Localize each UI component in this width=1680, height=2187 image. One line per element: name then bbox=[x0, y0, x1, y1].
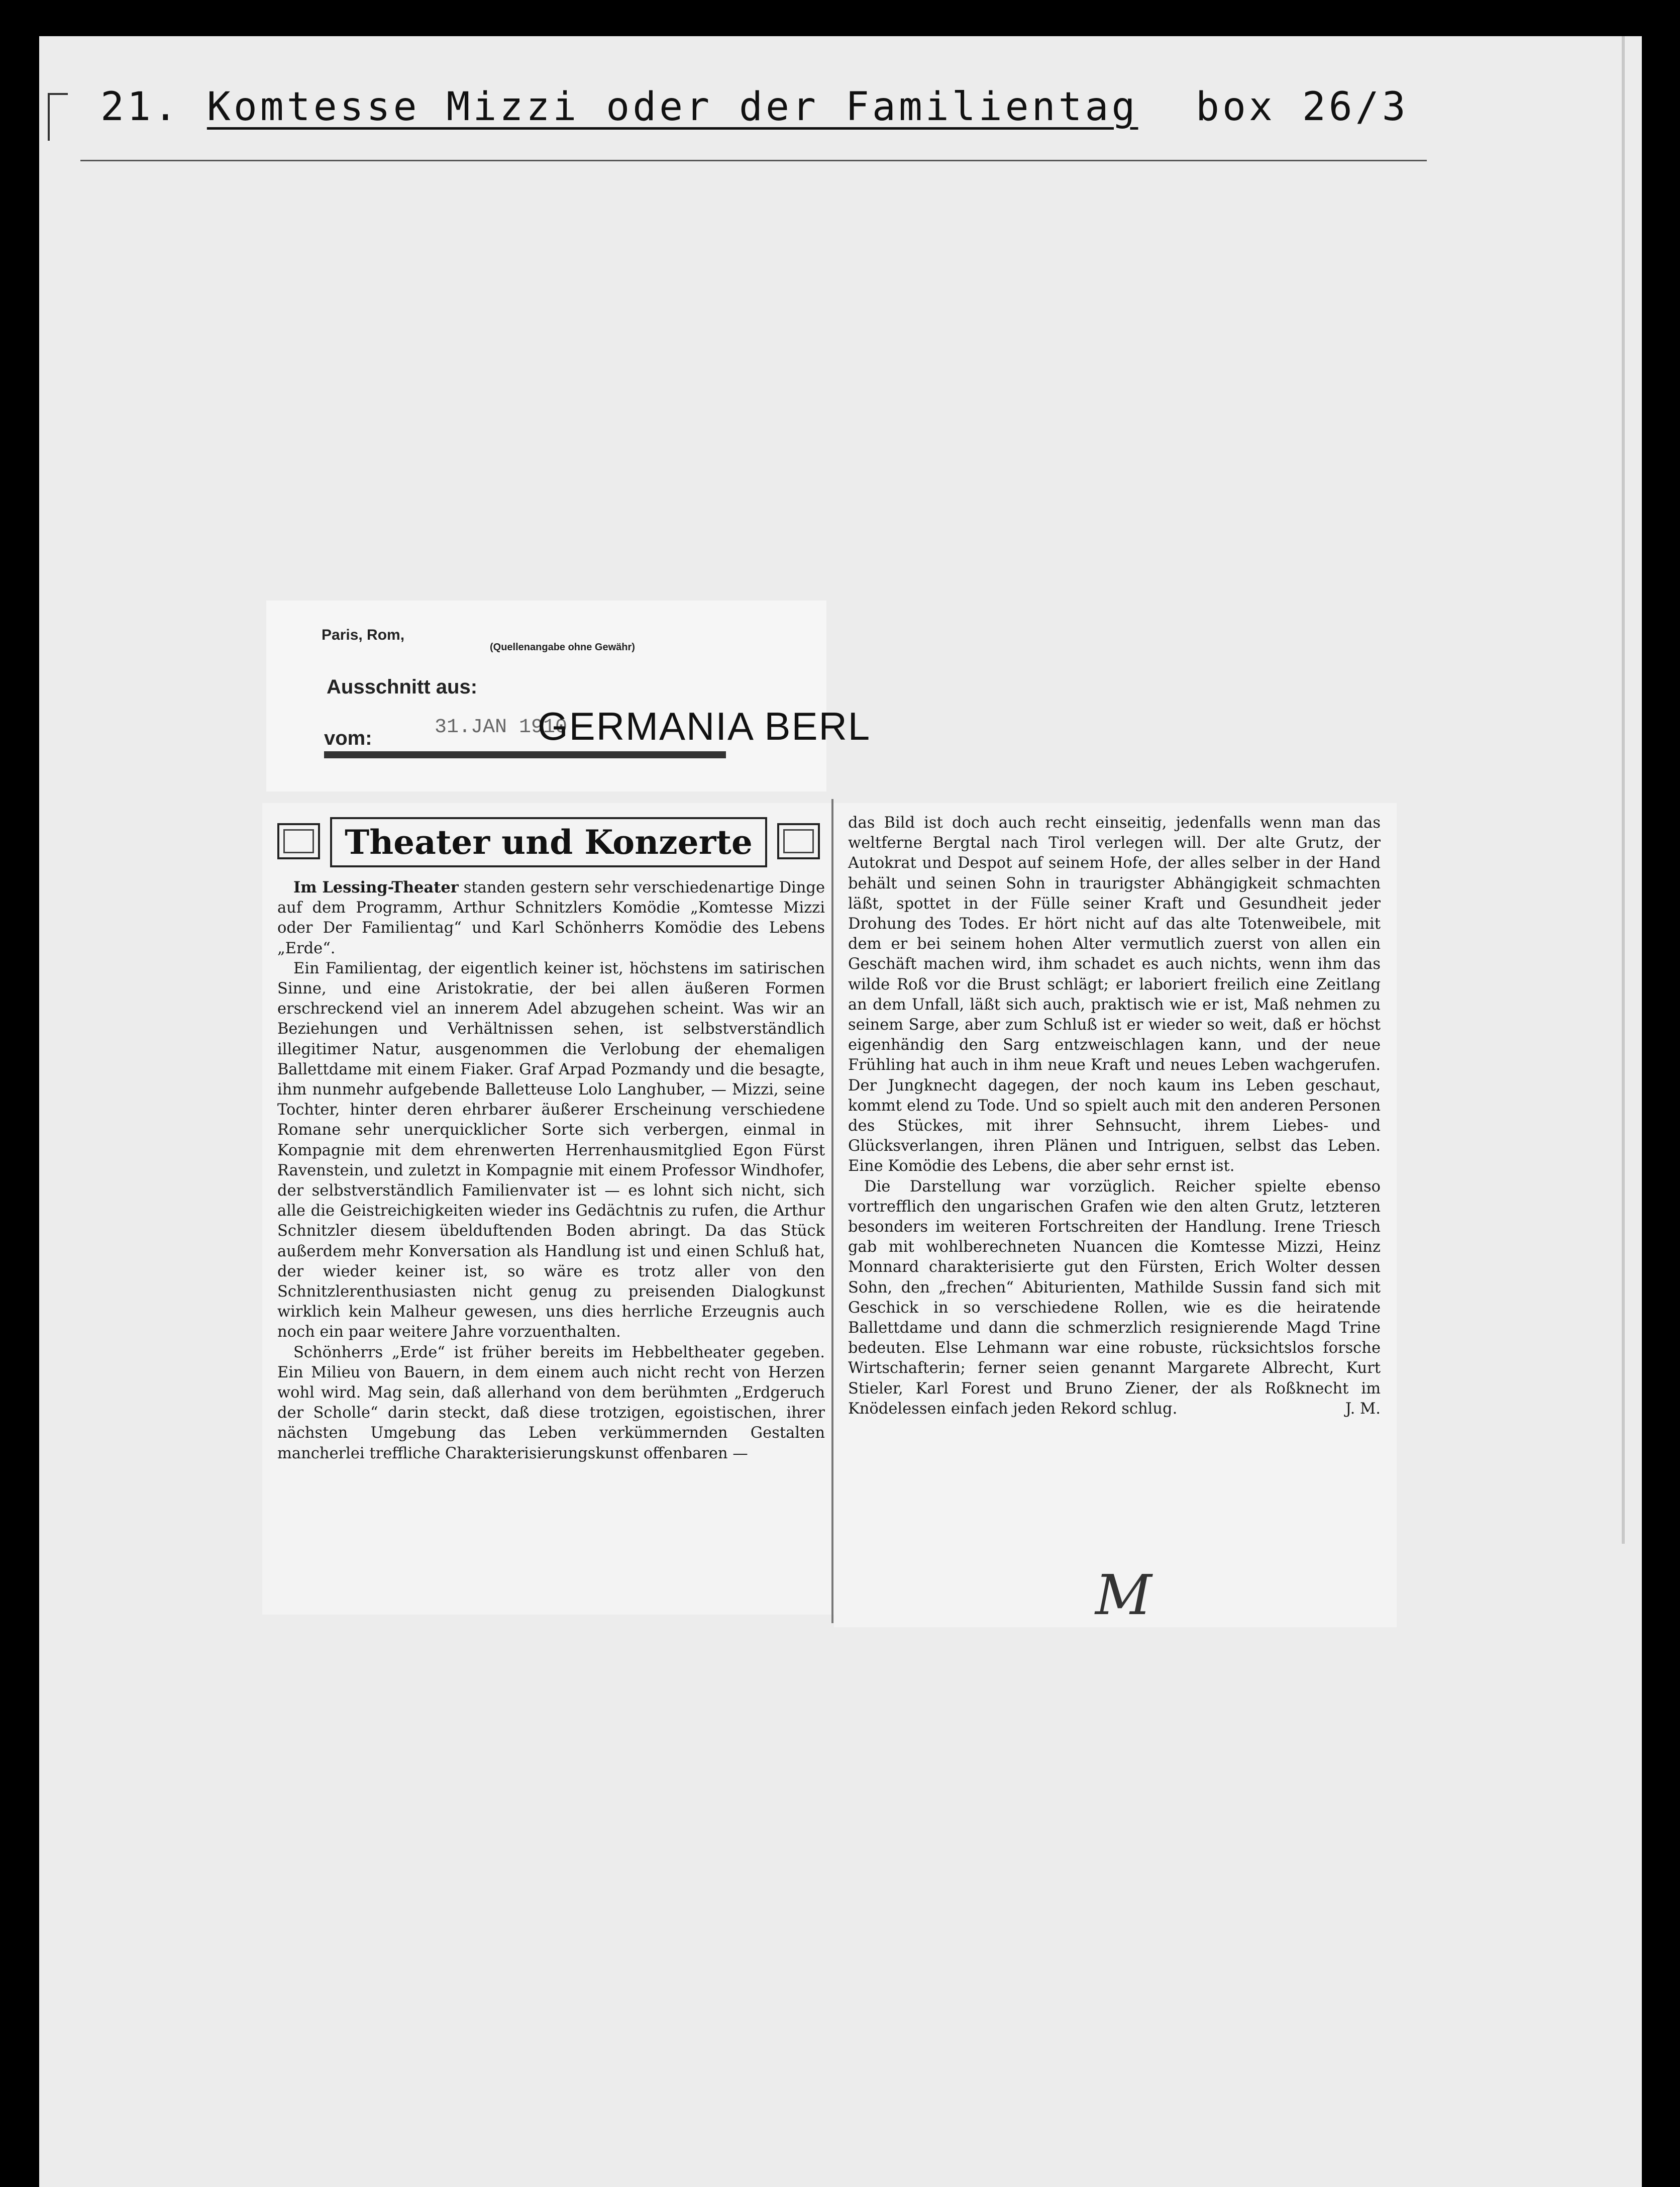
heading-band bbox=[277, 817, 820, 867]
item-number: 21. bbox=[100, 84, 180, 130]
corner-mark-top bbox=[48, 93, 68, 95]
paragraph: Die Darstellung war vorzüglich. Reicher spielte ebenso vortrefflich den ungarischen Grafen wie den alten Grutz, letzteren besonders im weiteren Fortschreiten der Handlung. Irene Triesch gab mit wohlberechneten Nuancen die Komtesse Mizzi, Heinz Monnard charakterisierte gut den Fürsten, Erich Wolter dessen Sohn, den „frechen“ Abiturienten, Mathilde Sussin fand sich mit Geschick in so verschiedene Rollen, wie es die heiratende Ballettdame und dann die schmerzlich resignierende Magd Trine bedeuten. Else Lehmann war eine robuste, rücksichtslos forsche Wirtschafterin; ferner seien genannt Margarete Albrecht, Kurt Stieler, Karl Forest und Bruno Ziener, der als Roßknecht im Knödelessen einfach jeden Rekord schlug. bbox=[848, 1177, 1381, 1418]
heading-ornament-left bbox=[277, 823, 320, 859]
header-rule bbox=[80, 160, 1427, 161]
slip-bar bbox=[324, 751, 726, 758]
box-label: box 26/3 bbox=[1196, 84, 1409, 130]
signature: J. M. bbox=[1345, 1400, 1381, 1418]
slip-clipping-label: Ausschnitt aus: bbox=[327, 676, 478, 698]
pencil-mark: M bbox=[1095, 1563, 1152, 1627]
article-heading: Theater und Konzerte bbox=[345, 823, 753, 862]
paragraph: Ein Familientag, der eigentlich keiner ist, höchstens im satirischen Sinne, und eine Aristokratie, der bei allen äußeren Formen erschreckend viel an innerem Adel abzugehen scheint. Was wir an Beziehungen und Verhältnissen sehen, ist selbstverständlich illegitimer Natur, ausgenommen die Verlobung der ehemaligen Ballettdame mit einem Fiaker. Graf Arpad Pozmandy und die besagte, ihm nunmehr aufgebende Balletteuse Lolo Langhuber, — Mizzi, seine Tochter, hinter deren ehrbarer äußerer Erscheinung verschiedene Romane sehr unerquicklicher Sorte sich verbergen, einmal in Kompagnie mit dem ehrenwerten Herrenhausmitglied Egon Fürst Ravenstein, und zuletzt in Kompagnie mit einem Professor Windhofer, der selbstverständlich Familienvater ist — es lohnt sich nicht, sich alle die Geistreichigkeiten wieder ins Gedächtnis zu rufen, die Arthur Schnitzler diesem übelduftenden Boden abringt. Da das Stück außerdem mehr Konversation als Handlung ist und einen Schluß hat, der wieder keiner ist, so wäre es trotz aller von den Schnitzlerenthusiasten nicht genug zu preisenden Dialogkunst wirklich kein Malheur gewesen, uns dies herrliche Erzeugnis auch noch ein paar weitere Jahre vorzuenthalten. bbox=[277, 959, 825, 1341]
column-divider bbox=[831, 799, 833, 1623]
paragraph: das Bild ist doch auch recht einseitig, jedenfalls wenn man das weltferne Bergtal nach Tirol verlegen will. Der alte Grutz, der Autokrat und Despot auf seinem Hofe, der alles selber in der Hand behält und seinen Sohn in traurigster Abhängigkeit schmachten läßt, spottet in der Fülle seiner Kraft und Gesundheit jeder Drohung des Todes. Er hört nicht auf das alte Totenweibele, mit dem er bei seinem hohen Alter vermutlich zuerst von allen ein Geschäft machen wird, ihm schadet es auch nichts, wenn ihm das wilde Roß vor die Brust schlägt; er laboriert freilich eine Zeitlang an dem Unfall, läßt sich auch, praktisch wie er ist, Maß nehmen zu seinem Sarge, aber zum Schluß ist er wieder so weit, daß er höchst eigenhändig den Sarg entzweischlagen kann, und der neue Frühling hat auch in ihm neue Kraft und neues Leben wachgerufen. Der Jungknecht dagegen, der noch kaum ins Leben geschaut, kommt elend zu Tode. Und so spielt auch mit den anderen Personen des Stückes, mit ihrer Sehnsucht, ihrem Liebes- und Glücksverlangen, ihren Plänen und Intriguen, selbst das Leben. Eine Komödie des Lebens, die aber sehr ernst ist. bbox=[848, 814, 1381, 1175]
heading-ornament-right bbox=[777, 823, 820, 859]
slip-date: 31.JAN 1910 bbox=[435, 716, 568, 739]
work-title: Komtesse Mizzi oder der Familientag bbox=[206, 84, 1138, 130]
clipping-left-column bbox=[262, 803, 834, 1615]
header-title-line bbox=[100, 84, 1138, 130]
right-column-text bbox=[848, 813, 1381, 1419]
slip-cities: Paris, Rom, bbox=[322, 627, 405, 643]
paragraph: Schönherrs „Erde“ ist früher bereits im Hebbeltheater gegeben. Ein Milieu von Bauern, in dem einem auch nicht recht von Herzen wohl wird. Mag sein, daß allerhand von dem berühmten „Erdgeruch der Scholle“ darin steckt, daß diese trotzigen, egoistischen, ihrer nächsten Umgebung das Leben verkümmernden Gestalten mancherlei treffliche Charakterisierungskunst offenbaren — bbox=[277, 1343, 825, 1462]
paragraph bbox=[277, 877, 825, 959]
paragraph-text: standen gestern sehr verschiedenartige Dinge auf dem Programm, Arthur Schnitzlers Komödie „Komtesse Mizzi oder Der Familientag“ und Karl Schönherrs Komödie des Lebens „Erde“. bbox=[277, 879, 825, 957]
clipping-right-column bbox=[834, 803, 1397, 1627]
sheet-edge bbox=[1622, 36, 1625, 1544]
newspaper-stamp: GERMANIA BERL bbox=[538, 704, 871, 748]
source-slip bbox=[266, 601, 871, 791]
slip-date-label: vom: bbox=[324, 727, 372, 749]
corner-mark bbox=[48, 93, 50, 141]
slip-note: (Quellenangabe ohne Gewähr) bbox=[490, 642, 635, 653]
left-column-text bbox=[277, 877, 825, 1464]
paragraph-lead: Im Lessing-Theater bbox=[293, 878, 459, 897]
heading-box bbox=[330, 817, 767, 867]
